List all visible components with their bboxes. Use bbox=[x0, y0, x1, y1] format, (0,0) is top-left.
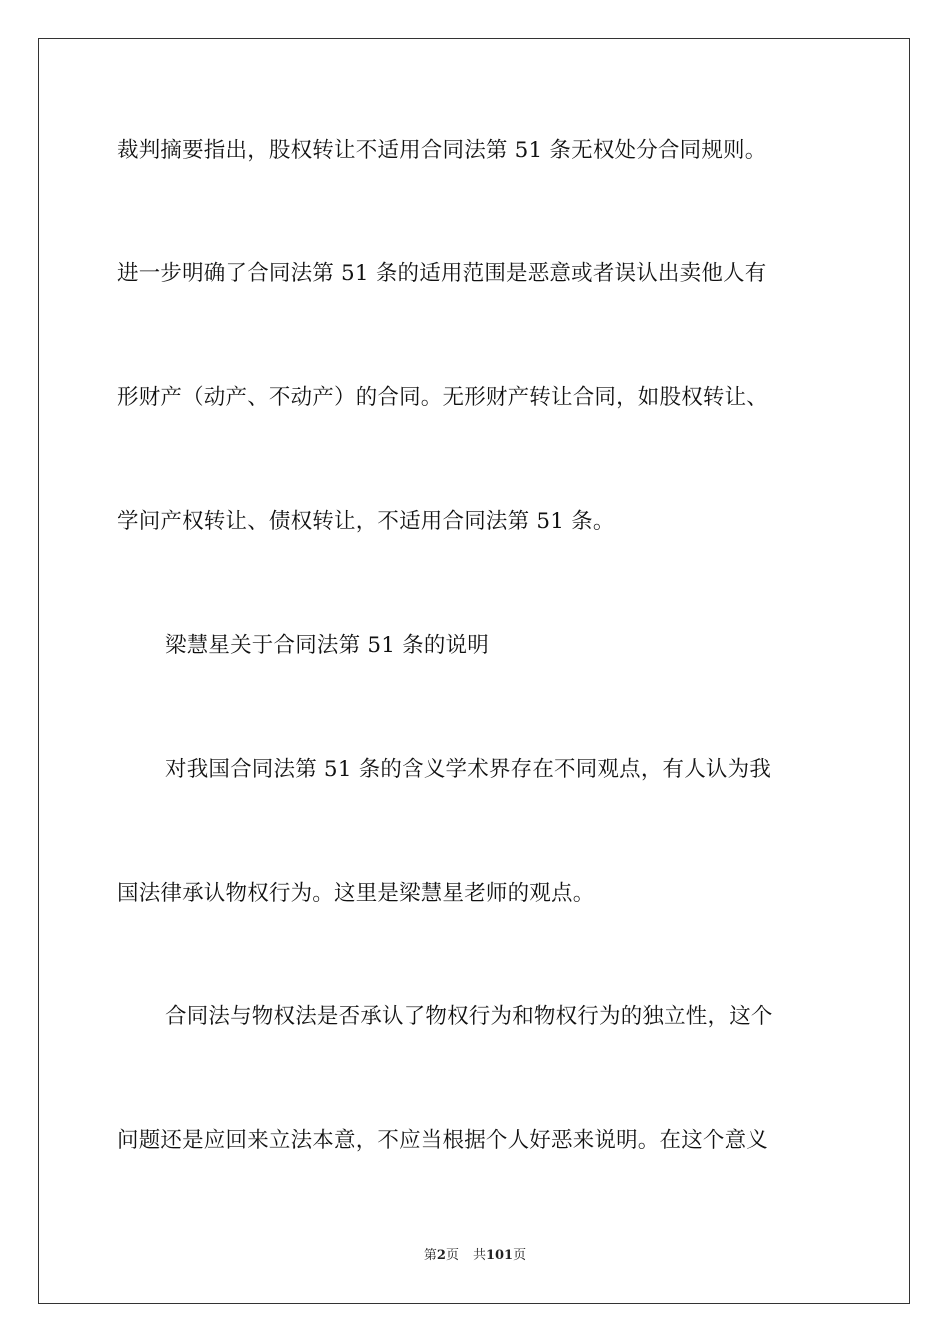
text-line-4: 学问产权转让、债权转让，不适用合同法第 51 条。 bbox=[117, 509, 615, 534]
page-suffix: 页 bbox=[445, 1248, 459, 1263]
total-pages: 101 bbox=[485, 1248, 514, 1263]
text-line-3: 形财产（动产、不动产）的合同。无形财产转让合同，如股权转让、 bbox=[117, 385, 769, 410]
text-line-2: 进一步明确了合同法第 51 条的适用范围是恶意或者误认出卖他人有 bbox=[117, 261, 767, 286]
total-suffix: 页 bbox=[513, 1248, 527, 1263]
page-frame bbox=[38, 38, 910, 1304]
page-number: 2 bbox=[436, 1248, 446, 1263]
section-heading: 梁慧星关于合同法第 51 条的说明 bbox=[165, 633, 489, 658]
total-prefix: 共 bbox=[472, 1248, 486, 1263]
page-footer bbox=[0, 1247, 950, 1265]
text-line-8: 合同法与物权法是否承认了物权行为和物权行为的独立性，这个 bbox=[165, 1004, 773, 1029]
text-line-1: 裁判摘要指出，股权转让不适用合同法第 51 条无权处分合同规则。 bbox=[117, 138, 767, 163]
text-line-7: 国法律承认物权行为。这里是梁慧星老师的观点。 bbox=[117, 881, 595, 906]
page-prefix: 第 bbox=[423, 1248, 437, 1263]
text-line-9: 问题还是应回来立法本意，不应当根据个人好恶来说明。在这个意义 bbox=[117, 1128, 769, 1153]
text-line-6: 对我国合同法第 51 条的含义学术界存在不同观点，有人认为我 bbox=[165, 757, 772, 782]
